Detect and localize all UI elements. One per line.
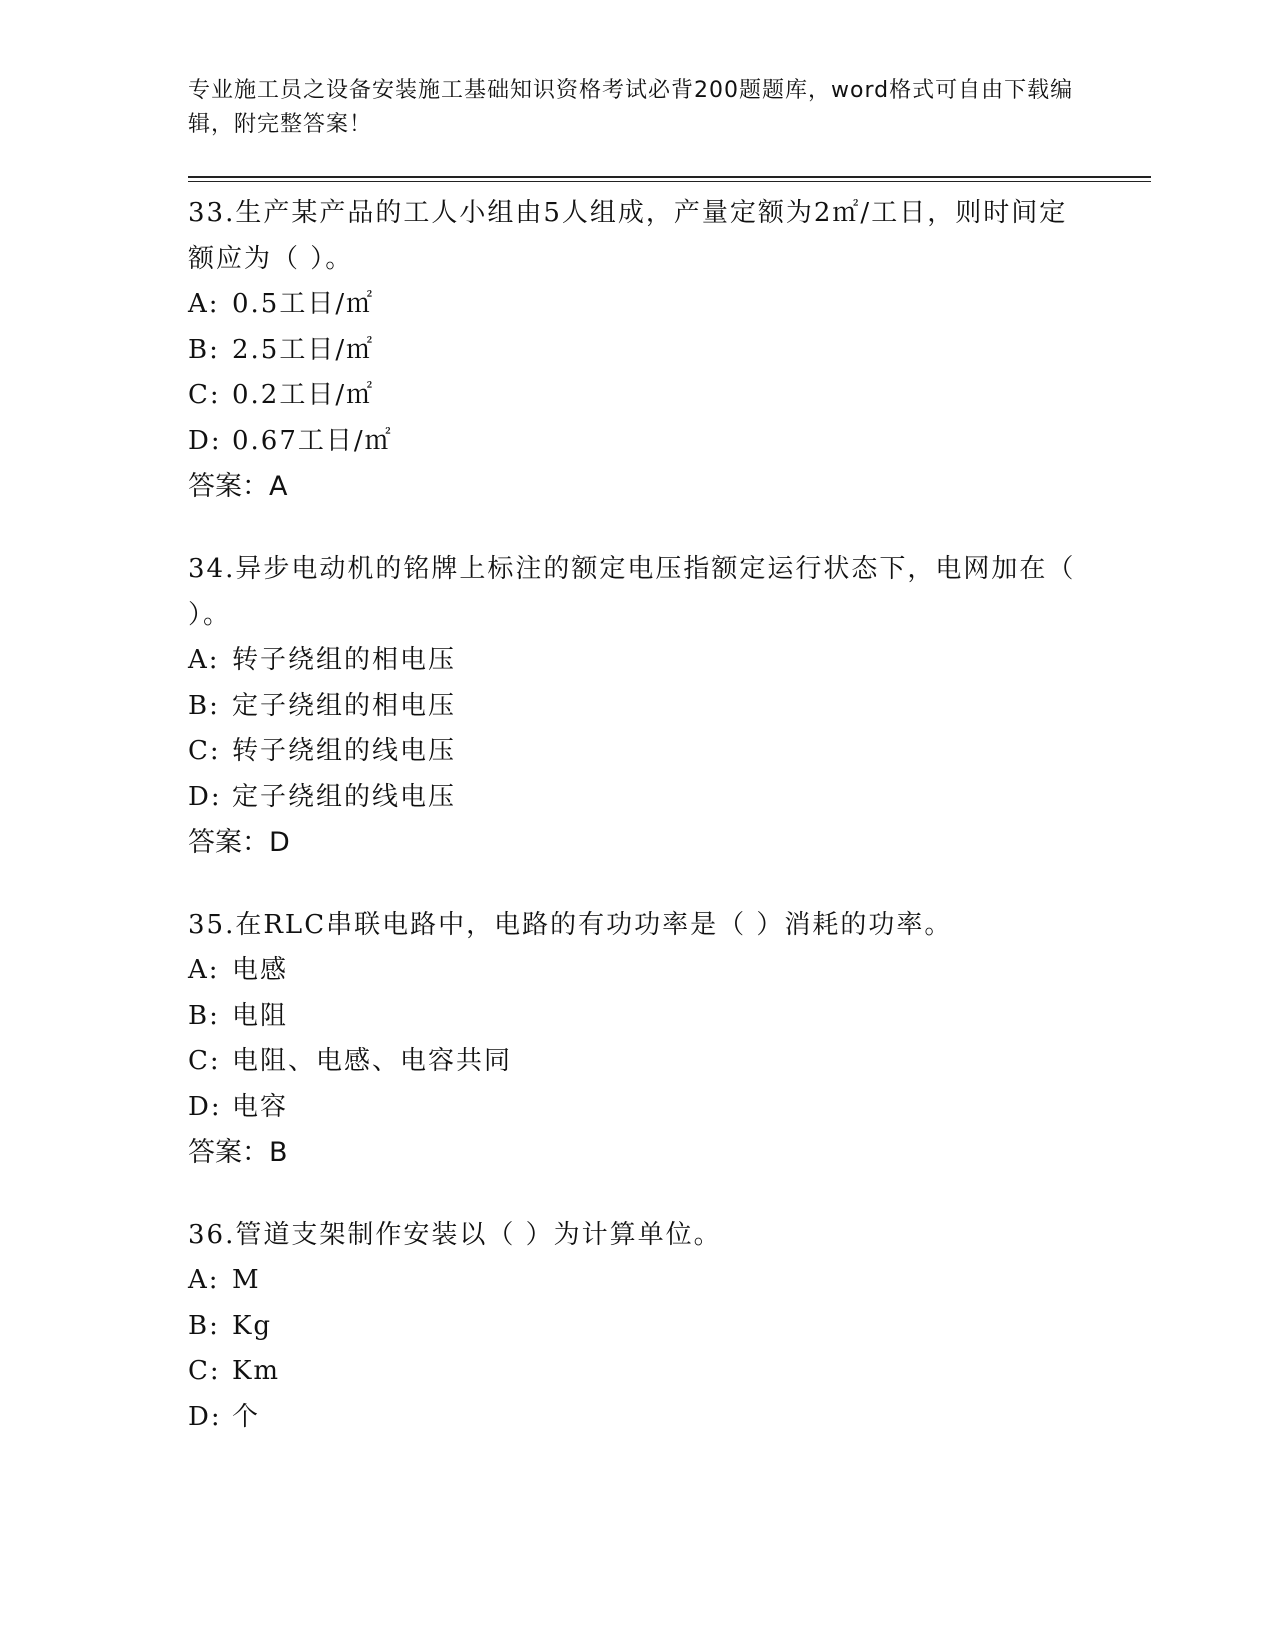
- option-text: 转子绕组的相电压: [232, 645, 457, 675]
- option-label: A:: [188, 289, 220, 319]
- answer-line: 答案：B: [188, 1137, 288, 1168]
- question-stem: 35.在RLC串联电路中，电路的有功功率是（ ）消耗的功率。: [188, 910, 953, 940]
- header-divider-thin: [188, 181, 1151, 182]
- option-text: 电感: [232, 955, 289, 985]
- option-text: Km: [232, 1356, 281, 1386]
- question-list: [188, 190, 1088, 1476]
- question-stem: 34.异步电动机的铭牌上标注的额定电压指额定运行状态下，电网加在（ ）。: [188, 554, 1076, 630]
- option-label: B:: [188, 1310, 220, 1341]
- option-text: 0.5工日/㎡: [232, 289, 375, 319]
- option-label: A:: [188, 955, 220, 985]
- option-label: D:: [188, 1401, 222, 1432]
- option-text: 定子绕组的线电压: [232, 781, 457, 812]
- option-text: 2.5工日/㎡: [232, 334, 375, 365]
- option-label: B:: [188, 334, 220, 365]
- option-d: [188, 419, 1088, 465]
- option-text: Kg: [232, 1310, 273, 1341]
- option-b: [188, 994, 1088, 1040]
- option-text: M: [232, 1265, 261, 1295]
- answer-line: 答案：D: [188, 827, 290, 858]
- option-c: [188, 1039, 1088, 1085]
- option-a: [188, 1258, 1088, 1304]
- option-label: C:: [188, 736, 221, 766]
- answer-line: 答案：A: [188, 471, 288, 502]
- question-stem: 33.生产某产品的工人小组由5人组成，产量定额为2㎡/工日，则时间定额应为（ ）。: [188, 198, 1068, 274]
- option-d: [188, 1085, 1088, 1131]
- option-label: B:: [188, 1000, 220, 1031]
- option-a: [188, 948, 1088, 994]
- option-label: D:: [188, 781, 222, 812]
- option-text: 0.67工日/㎡: [232, 425, 393, 456]
- option-c: [188, 373, 1088, 419]
- question-36: [188, 1212, 1088, 1440]
- option-label: B:: [188, 690, 220, 721]
- option-text: 电容: [232, 1091, 289, 1122]
- question-35: [188, 902, 1088, 1176]
- option-label: A:: [188, 1265, 220, 1295]
- option-a: [188, 638, 1088, 684]
- document-header: 专业施工员之设备安装施工基础知识资格考试必背200题题库，word格式可自由下载编辑，附完整答案！: [188, 78, 1074, 137]
- option-text: 电阻: [232, 1000, 289, 1031]
- option-label: A:: [188, 645, 220, 675]
- question-33: [188, 190, 1088, 510]
- option-b: [188, 328, 1088, 374]
- option-d: [188, 775, 1088, 821]
- option-c: [188, 1349, 1088, 1395]
- option-text: 定子绕组的相电压: [232, 690, 457, 721]
- option-text: 个: [232, 1401, 261, 1432]
- option-b: [188, 1304, 1088, 1350]
- option-c: [188, 729, 1088, 775]
- option-label: C:: [188, 1356, 221, 1386]
- option-text: 电阻、电感、电容共同: [232, 1046, 513, 1076]
- question-stem: 36.管道支架制作安装以（ ）为计算单位。: [188, 1220, 722, 1250]
- option-b: [188, 684, 1088, 730]
- option-label: C:: [188, 1046, 221, 1076]
- option-a: [188, 282, 1088, 328]
- option-label: D:: [188, 425, 222, 456]
- option-label: D:: [188, 1091, 222, 1122]
- question-34: [188, 546, 1088, 866]
- header-divider-thick: [188, 176, 1151, 178]
- option-text: 0.2工日/㎡: [232, 380, 375, 410]
- option-text: 转子绕组的线电压: [232, 736, 457, 766]
- option-label: C:: [188, 380, 221, 410]
- option-d: [188, 1395, 1088, 1441]
